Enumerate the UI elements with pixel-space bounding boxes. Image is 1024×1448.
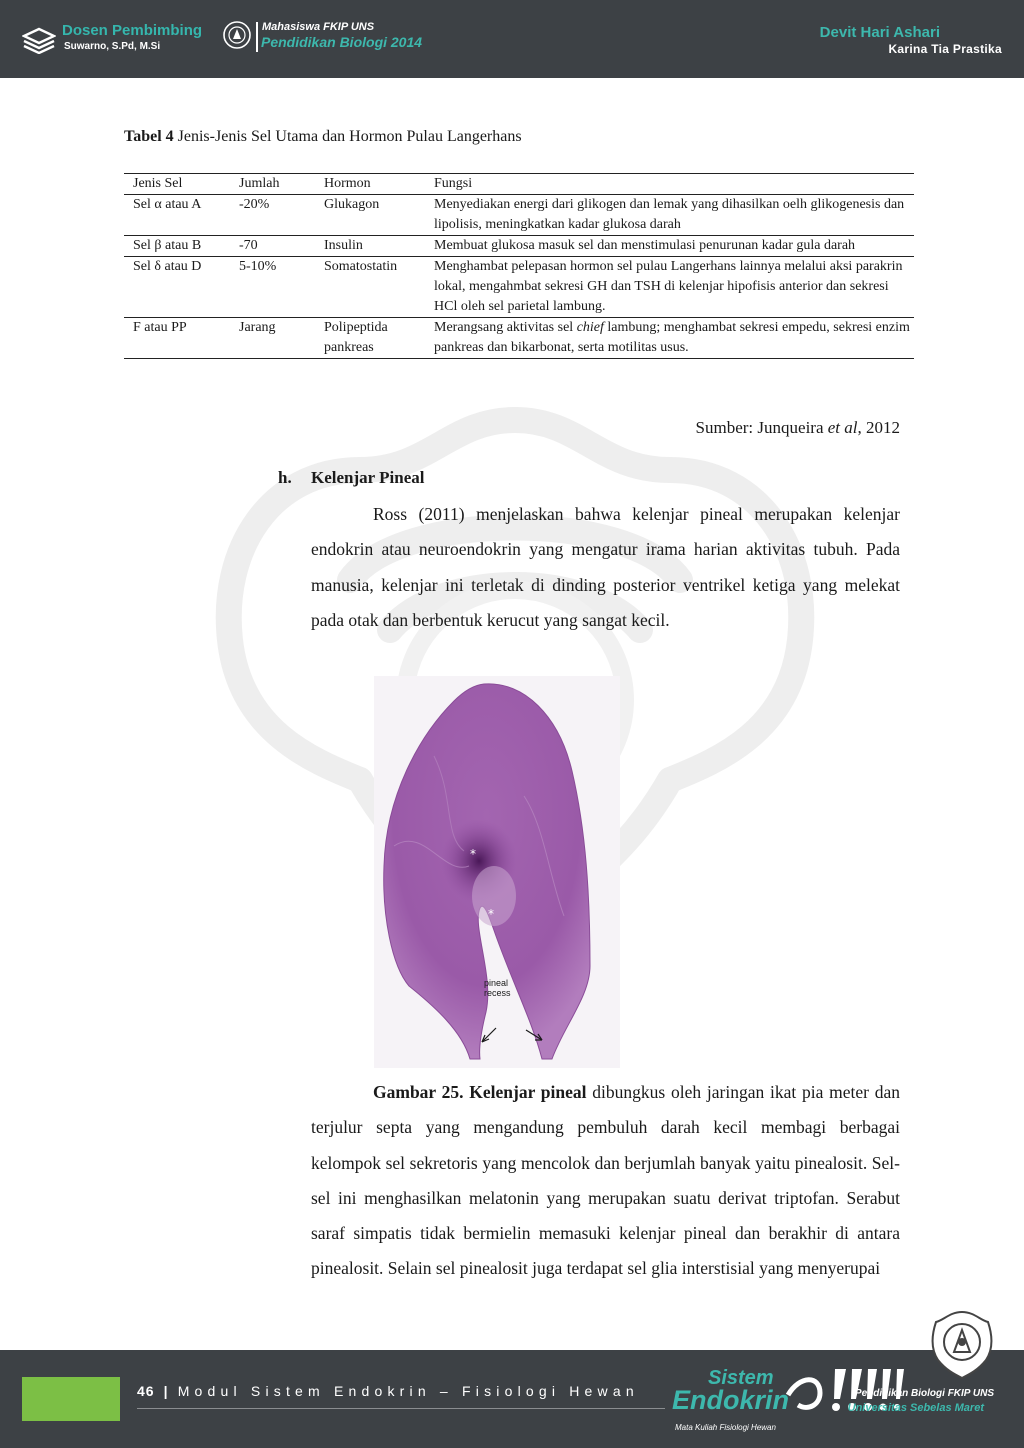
figure-label-line2: recess — [484, 988, 511, 998]
figure-star-marker: * — [470, 847, 476, 861]
figure-label-line1: pineal — [484, 978, 509, 988]
table-cell: F atau PP — [124, 318, 230, 359]
table-cell: Membuat glukosa masuk sel dan menstimulasi penurunan kadar gula darah — [425, 236, 914, 257]
footer-rule — [137, 1408, 665, 1409]
university-seal-icon — [222, 20, 252, 50]
header-lecturer: Suwarno, S.Pd, M.Si — [64, 41, 161, 52]
table-cell: Somatostatin — [315, 257, 425, 318]
header-title: Dosen Pembimbing — [62, 22, 203, 39]
table-cell: -70 — [230, 236, 315, 257]
uns-seal-icon — [928, 1308, 996, 1380]
table-row — [124, 195, 914, 236]
table-cell: Sel δ atau D — [124, 257, 230, 318]
section-heading — [278, 468, 424, 488]
table-cell: Polipeptida pankreas — [315, 318, 425, 359]
brand-top: Sistem — [708, 1367, 774, 1389]
table-header-row — [124, 174, 914, 195]
header-author-2: Karina Tia Prastika — [888, 42, 1002, 56]
table-header-cell: Jenis Sel — [124, 174, 230, 195]
section-number: h. — [278, 468, 292, 487]
table-cell: Insulin — [315, 236, 425, 257]
footer-module-line — [137, 1383, 639, 1399]
source-text: Sumber: Junqueira — [695, 418, 828, 437]
table-cell: Menghambat pelepasan hormon sel pulau Langerhans lainnya melalui aksi parakrin lokal, mengahmbat sekresi GH dan TSH di kelenjar hipofisis anterior dan sekresi HCl oleh sel parietal lambung. — [425, 257, 914, 318]
pineal-micrograph — [374, 676, 620, 1068]
table-header-cell: Hormon — [315, 174, 425, 195]
table-cell: Jarang — [230, 318, 315, 359]
header-program-line1: Mahasiswa FKIP UNS — [262, 21, 375, 33]
source-italic: et al — [827, 418, 858, 437]
footer-institution-2: Universitas Sebelas Maret — [847, 1402, 984, 1414]
table-cell: Glukagon — [315, 195, 425, 236]
table-row — [124, 257, 914, 318]
table-caption-text: Jenis-Jenis Sel Utama dan Hormon Pulau Langerhans — [173, 128, 522, 145]
page-footer — [0, 1350, 1024, 1448]
paragraph-2 — [311, 1075, 900, 1287]
function-text: Merangsang aktivitas sel — [434, 320, 577, 335]
module-title: Modul Sistem Endokrin – Fisiologi Hewan — [177, 1383, 639, 1399]
table-caption-label: Tabel 4 — [124, 128, 174, 145]
footer-green-block — [22, 1377, 120, 1421]
header-program-line2: Pendidikan Biologi 2014 — [261, 34, 423, 50]
table-cell: 5-10% — [230, 257, 315, 318]
table-cell: Sel α atau A — [124, 195, 230, 236]
paragraph-1-text: Ross (2011) menjelaskan bahwa kelenjar pineal merupakan kelenjar endokrin atau neuroendokrin yang mengatur irama harian aktivitas tubuh. Pada manusia, kelenjar ini terletak di dinding posterior ventrikel ketiga yang melekat pada otak dan berbentuk kerucut yang sangat kecil. — [311, 504, 900, 630]
table-cell: Menyediakan energi dari glikogen dan lemak yang dihasilkan oelh glikogenesis dan lipolisis, meningkatkan kadar glukosa darah — [425, 195, 914, 236]
paragraph-1 — [311, 497, 900, 638]
langerhans-table — [124, 173, 914, 359]
table-caption — [124, 128, 522, 146]
table-header-cell: Fungsi — [425, 174, 914, 195]
table-header-cell: Jumlah — [230, 174, 315, 195]
page-number: 46 — [137, 1383, 155, 1399]
stacked-books-icon — [22, 26, 56, 54]
paragraph-2-text: dibungkus oleh jaringan ikat pia meter dan terjulur septa yang mengandung pembuluh darah kecil membagi berbagai kelompok sel sekretoris yang mencolok dan berjumlah banyak yaitu pinealosit. Sel-sel ini menghasilkan melatonin yang merupakan suatu derivat triptofan. Serabut saraf simpatis tidak bermielin memasuki kelenjar pineal dan berakhir di antara pinealosit. Selain sel pinealosit juga terdapat sel glia interstisial yang menyerupai — [311, 1082, 900, 1279]
header-divider — [256, 22, 258, 52]
footer-separator: | — [163, 1383, 169, 1399]
table-cell: -20% — [230, 195, 315, 236]
table-row — [124, 236, 914, 257]
footer-institution-1: Pendidikan Biologi FKIP UNS — [854, 1388, 994, 1399]
brand-subtitle: Mata Kuliah Fisiologi Hewan — [675, 1423, 776, 1432]
table-cell: Sel β atau B — [124, 236, 230, 257]
function-text: lambung; menghambat sekresi empedu, sekresi enzim pankreas dan bikarbonat, serta motilitas usus. — [434, 320, 910, 355]
brand-main: Endokrin — [672, 1385, 790, 1415]
table-cell — [425, 318, 914, 359]
section-title: Kelenjar Pineal — [311, 468, 425, 487]
header-author-1: Devit Hari Ashari — [819, 24, 940, 41]
table-row — [124, 318, 914, 359]
figure-caption-label: Gambar 25. Kelenjar pineal — [373, 1082, 587, 1102]
source-year: , 2012 — [857, 418, 900, 437]
function-text-italic: chief — [576, 320, 604, 335]
figure-star-marker: * — [488, 907, 494, 921]
table-source — [696, 418, 900, 438]
page-header — [0, 0, 1024, 78]
